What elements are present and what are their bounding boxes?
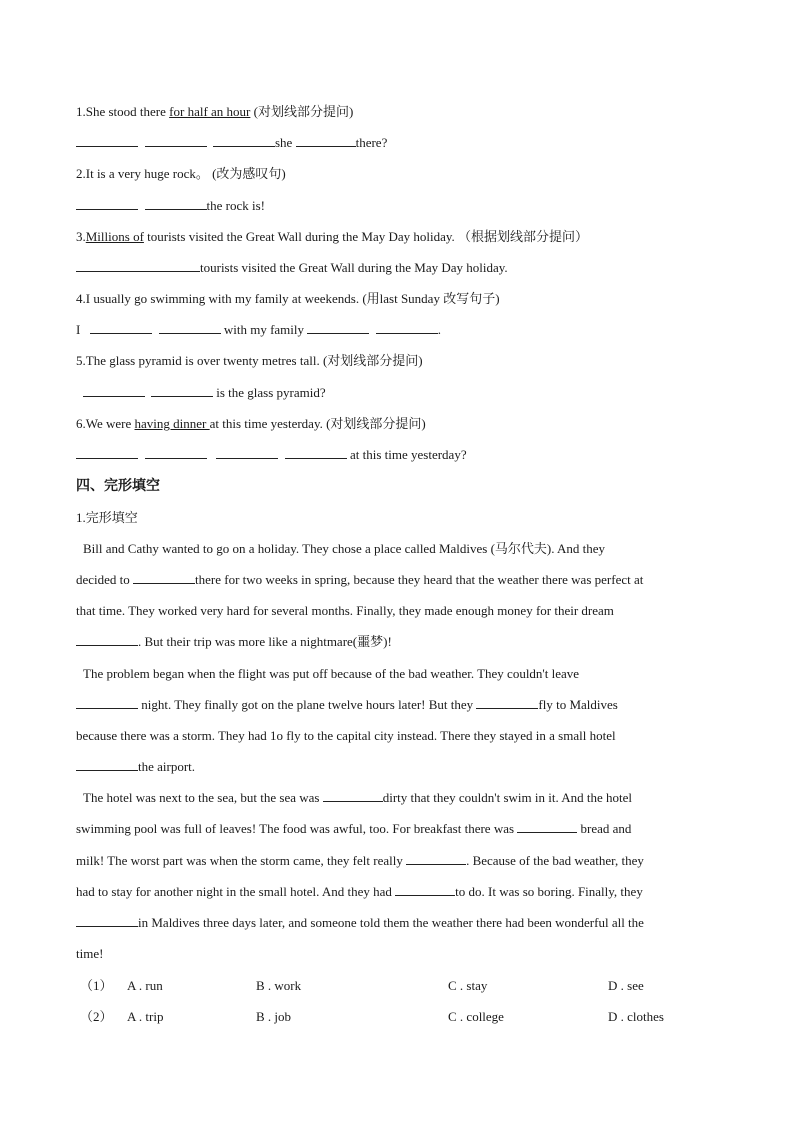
question-1-text: 1.She stood there <box>76 104 170 119</box>
answer-text: with my family <box>220 322 308 337</box>
question-3 <box>76 228 588 246</box>
option-d[interactable]: D . see <box>608 978 644 993</box>
passage-text: night. They finally got on the plane twelve hours later! But they <box>138 697 477 712</box>
question-4 <box>76 290 500 308</box>
answer-blank[interactable] <box>145 197 207 210</box>
answer-blank[interactable] <box>145 134 207 147</box>
question-6-text: 6.We were <box>76 416 135 431</box>
answer-line-4 <box>76 321 441 339</box>
answer-line-5 <box>76 384 326 402</box>
cloze-blank-8[interactable] <box>406 852 466 865</box>
passage-text: decided to <box>76 572 134 587</box>
answer-blank[interactable] <box>76 134 138 147</box>
option-c[interactable]: C . college <box>448 1009 504 1024</box>
passage-line <box>76 727 616 745</box>
cloze-blank-4[interactable] <box>476 696 538 709</box>
passage-line <box>76 852 644 870</box>
passage-line <box>83 789 632 807</box>
passage-text: there for two weeks in spring, because they heard that the weather there was perfect at <box>195 572 644 587</box>
answer-blank[interactable] <box>83 384 145 397</box>
passage-line <box>76 883 643 901</box>
passage-text: . Because of the bad weather, they <box>466 853 644 868</box>
answer-blank[interactable] <box>76 446 138 459</box>
passage-text: had to stay for another night in the small hotel. And they had <box>76 884 396 899</box>
cloze-blank-9[interactable] <box>395 883 455 896</box>
answer-text: the rock is! <box>206 198 265 213</box>
answer-text: there? <box>355 135 388 150</box>
passage-line <box>76 571 643 589</box>
passage-text: fly to Maldives <box>538 697 618 712</box>
passage-text: in Maldives three days later, and someone told them the weather there had been wonderful all the <box>138 915 644 930</box>
option-b[interactable]: B . work <box>256 978 302 993</box>
section-heading: 四、完形填空 <box>76 478 160 494</box>
passage-line <box>76 914 644 932</box>
passage-line <box>76 758 195 776</box>
answer-text: is the glass pyramid? <box>213 385 326 400</box>
answer-blank[interactable] <box>145 446 207 459</box>
answer-blank[interactable] <box>76 259 200 272</box>
answer-line-2 <box>76 197 265 215</box>
passage-text: swimming pool was full of leaves! The food was awful, too. For breakfast there was <box>76 821 518 836</box>
passage-line <box>76 633 392 651</box>
question-1 <box>76 103 353 121</box>
option-number: （2） <box>80 1009 113 1024</box>
answer-line-1 <box>76 134 387 152</box>
cloze-blank-2[interactable] <box>76 633 138 646</box>
answer-text: tourists visited the Great Wall during the May Day holiday. <box>200 260 508 275</box>
cloze-blank-10[interactable] <box>76 914 138 927</box>
answer-blank[interactable] <box>151 384 213 397</box>
passage-text: because there was a storm. They had 1o fly to the capital city instead. There they stayed in a small hotel <box>76 728 616 743</box>
answer-blank[interactable] <box>376 321 438 334</box>
answer-blank[interactable] <box>213 134 275 147</box>
question-1-underlined: for half an hour <box>169 104 251 119</box>
cloze-blank-5[interactable] <box>76 758 138 771</box>
answer-line-3 <box>76 259 508 277</box>
question-2-text: 2.It is a very huge rock。 (改为感叹句) <box>76 166 286 181</box>
passage-line <box>76 696 618 714</box>
answer-blank[interactable] <box>216 446 278 459</box>
option-a[interactable]: A . trip <box>127 1009 164 1024</box>
answer-blank[interactable] <box>90 321 152 334</box>
cloze-blank-1[interactable] <box>133 571 195 584</box>
question-3-number: 3. <box>76 229 86 244</box>
passage-line <box>83 665 579 683</box>
option-number: （1） <box>80 978 113 993</box>
passage-line <box>76 602 614 620</box>
question-2 <box>76 165 286 183</box>
answer-text: I <box>76 322 84 337</box>
question-3-underlined: Millions of <box>85 229 144 244</box>
answer-blank[interactable] <box>285 446 347 459</box>
question-5-text: 5.The glass pyramid is over twenty metres tall. (对划线部分提问) <box>76 353 423 368</box>
cloze-blank-7[interactable] <box>517 820 577 833</box>
subsection-title: 1.完形填空 <box>76 510 138 525</box>
option-b[interactable]: B . job <box>256 1009 292 1024</box>
question-3-text: tourists visited the Great Wall during the May Day holiday. （根据划线部分提问） <box>143 229 589 244</box>
passage-text: dirty that they couldn't swim in it. And the hotel <box>382 790 633 805</box>
answer-blank[interactable] <box>159 321 221 334</box>
passage-text: The hotel was next to the sea, but the sea was <box>83 790 323 805</box>
passage-line <box>76 945 103 963</box>
answer-blank[interactable] <box>307 321 369 334</box>
answer-text: she <box>275 135 296 150</box>
answer-line-6 <box>76 446 467 464</box>
question-6-underlined: having dinner <box>134 416 210 431</box>
passage-text: . But their trip was more like a nightmare(噩梦)! <box>138 634 392 649</box>
passage-text: milk! The worst part was when the storm came, they felt really <box>76 853 407 868</box>
cloze-blank-6[interactable] <box>323 789 383 802</box>
passage-text: the airport. <box>138 759 196 774</box>
passage-line <box>76 820 631 838</box>
question-4-text: 4.I usually go swimming with my family at weekends. (用last Sunday 改写句子) <box>76 291 500 306</box>
answer-blank[interactable] <box>76 197 138 210</box>
passage-text: that time. They worked very hard for several months. Finally, they made enough money for their dream <box>76 603 614 618</box>
passage-text: Bill and Cathy wanted to go on a holiday. They chose a place called Maldives (马尔代夫). And they <box>83 541 606 556</box>
answer-text: . <box>437 322 442 337</box>
question-6 <box>76 415 426 433</box>
cloze-blank-3[interactable] <box>76 696 138 709</box>
question-6-note: at this time yesterday. (对划线部分提问) <box>209 416 426 431</box>
question-5 <box>76 352 423 370</box>
passage-text: The problem began when the flight was put off because of the bad weather. They couldn't leave <box>83 666 580 681</box>
passage-text: to do. It was so boring. Finally, they <box>455 884 643 899</box>
question-1-note: (对划线部分提问) <box>250 104 354 119</box>
option-c[interactable]: C . stay <box>448 978 488 993</box>
option-a[interactable]: A . run <box>127 978 163 993</box>
passage-text: time! <box>76 946 104 961</box>
answer-blank[interactable] <box>296 134 356 147</box>
passage-line <box>83 540 605 558</box>
option-d[interactable]: D . clothes <box>608 1009 664 1024</box>
passage-text: bread and <box>577 821 632 836</box>
answer-text: at this time yesterday? <box>346 447 467 462</box>
